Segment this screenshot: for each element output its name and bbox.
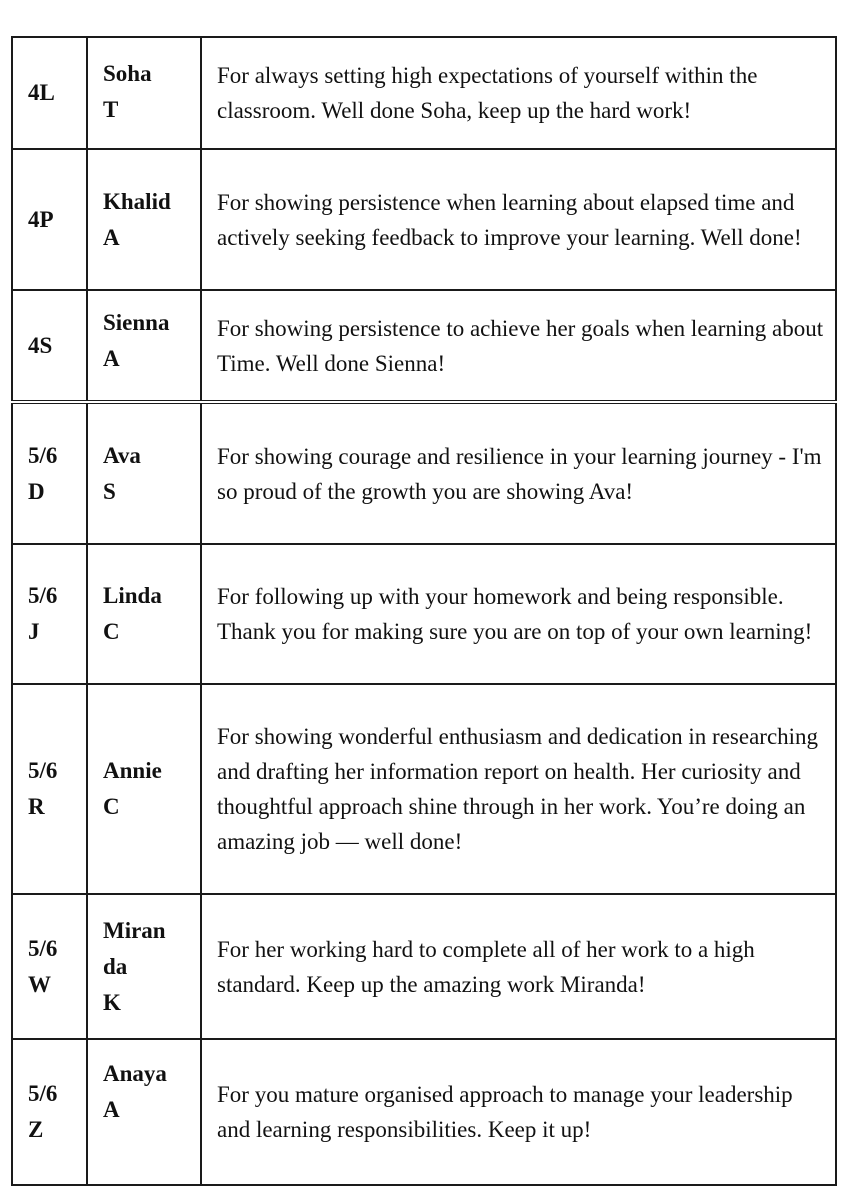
table-row: [12, 1039, 836, 1185]
student-name-cell: Sienna A: [87, 290, 201, 402]
student-name-cell: Anaya A: [87, 1039, 201, 1185]
class-cell: 4S: [12, 290, 87, 402]
table-row: [12, 290, 836, 402]
class-cell: 5/6 D: [12, 402, 87, 544]
student-name-cell: Ava S: [87, 402, 201, 544]
student-name-cell: Khalid A: [87, 149, 201, 290]
award-message-cell: For you mature organised approach to manage your leadership and learning responsibilities. Keep it up!: [201, 1039, 836, 1185]
award-message-cell: For showing wonderful enthusiasm and dedication in researching and drafting her information report on health. Her curiosity and thoughtful approach shine through in her work. You’re doing an amazing job — well done!: [201, 684, 836, 894]
class-cell: 4P: [12, 149, 87, 290]
table-row: [12, 684, 836, 894]
table-row: [12, 544, 836, 684]
award-message-cell: For always setting high expectations of yourself within the classroom. Well done Soha, keep up the hard work!: [201, 37, 836, 149]
class-cell: 5/6 W: [12, 894, 87, 1039]
class-cell: 5/6 Z: [12, 1039, 87, 1185]
student-name-cell: Annie C: [87, 684, 201, 894]
table-row: [12, 402, 836, 544]
student-name-cell: Linda C: [87, 544, 201, 684]
award-message-cell: For showing courage and resilience in your learning journey - I'm so proud of the growth you are showing Ava!: [201, 402, 836, 544]
class-cell: 4L: [12, 37, 87, 149]
class-cell: 5/6 J: [12, 544, 87, 684]
class-cell: 5/6 R: [12, 684, 87, 894]
table-row: [12, 149, 836, 290]
student-name-cell: Soha T: [87, 37, 201, 149]
awards-table: [11, 36, 837, 1186]
award-message-cell: For showing persistence to achieve her goals when learning about Time. Well done Sienna!: [201, 290, 836, 402]
table-row: [12, 37, 836, 149]
student-name-cell: Miran da K: [87, 894, 201, 1039]
award-message-cell: For showing persistence when learning about elapsed time and actively seeking feedback to improve your learning. Well done!: [201, 149, 836, 290]
table-row: [12, 894, 836, 1039]
award-message-cell: For her working hard to complete all of her work to a high standard. Keep up the amazing work Miranda!: [201, 894, 836, 1039]
award-message-cell: For following up with your homework and being responsible. Thank you for making sure you are on top of your own learning!: [201, 544, 836, 684]
